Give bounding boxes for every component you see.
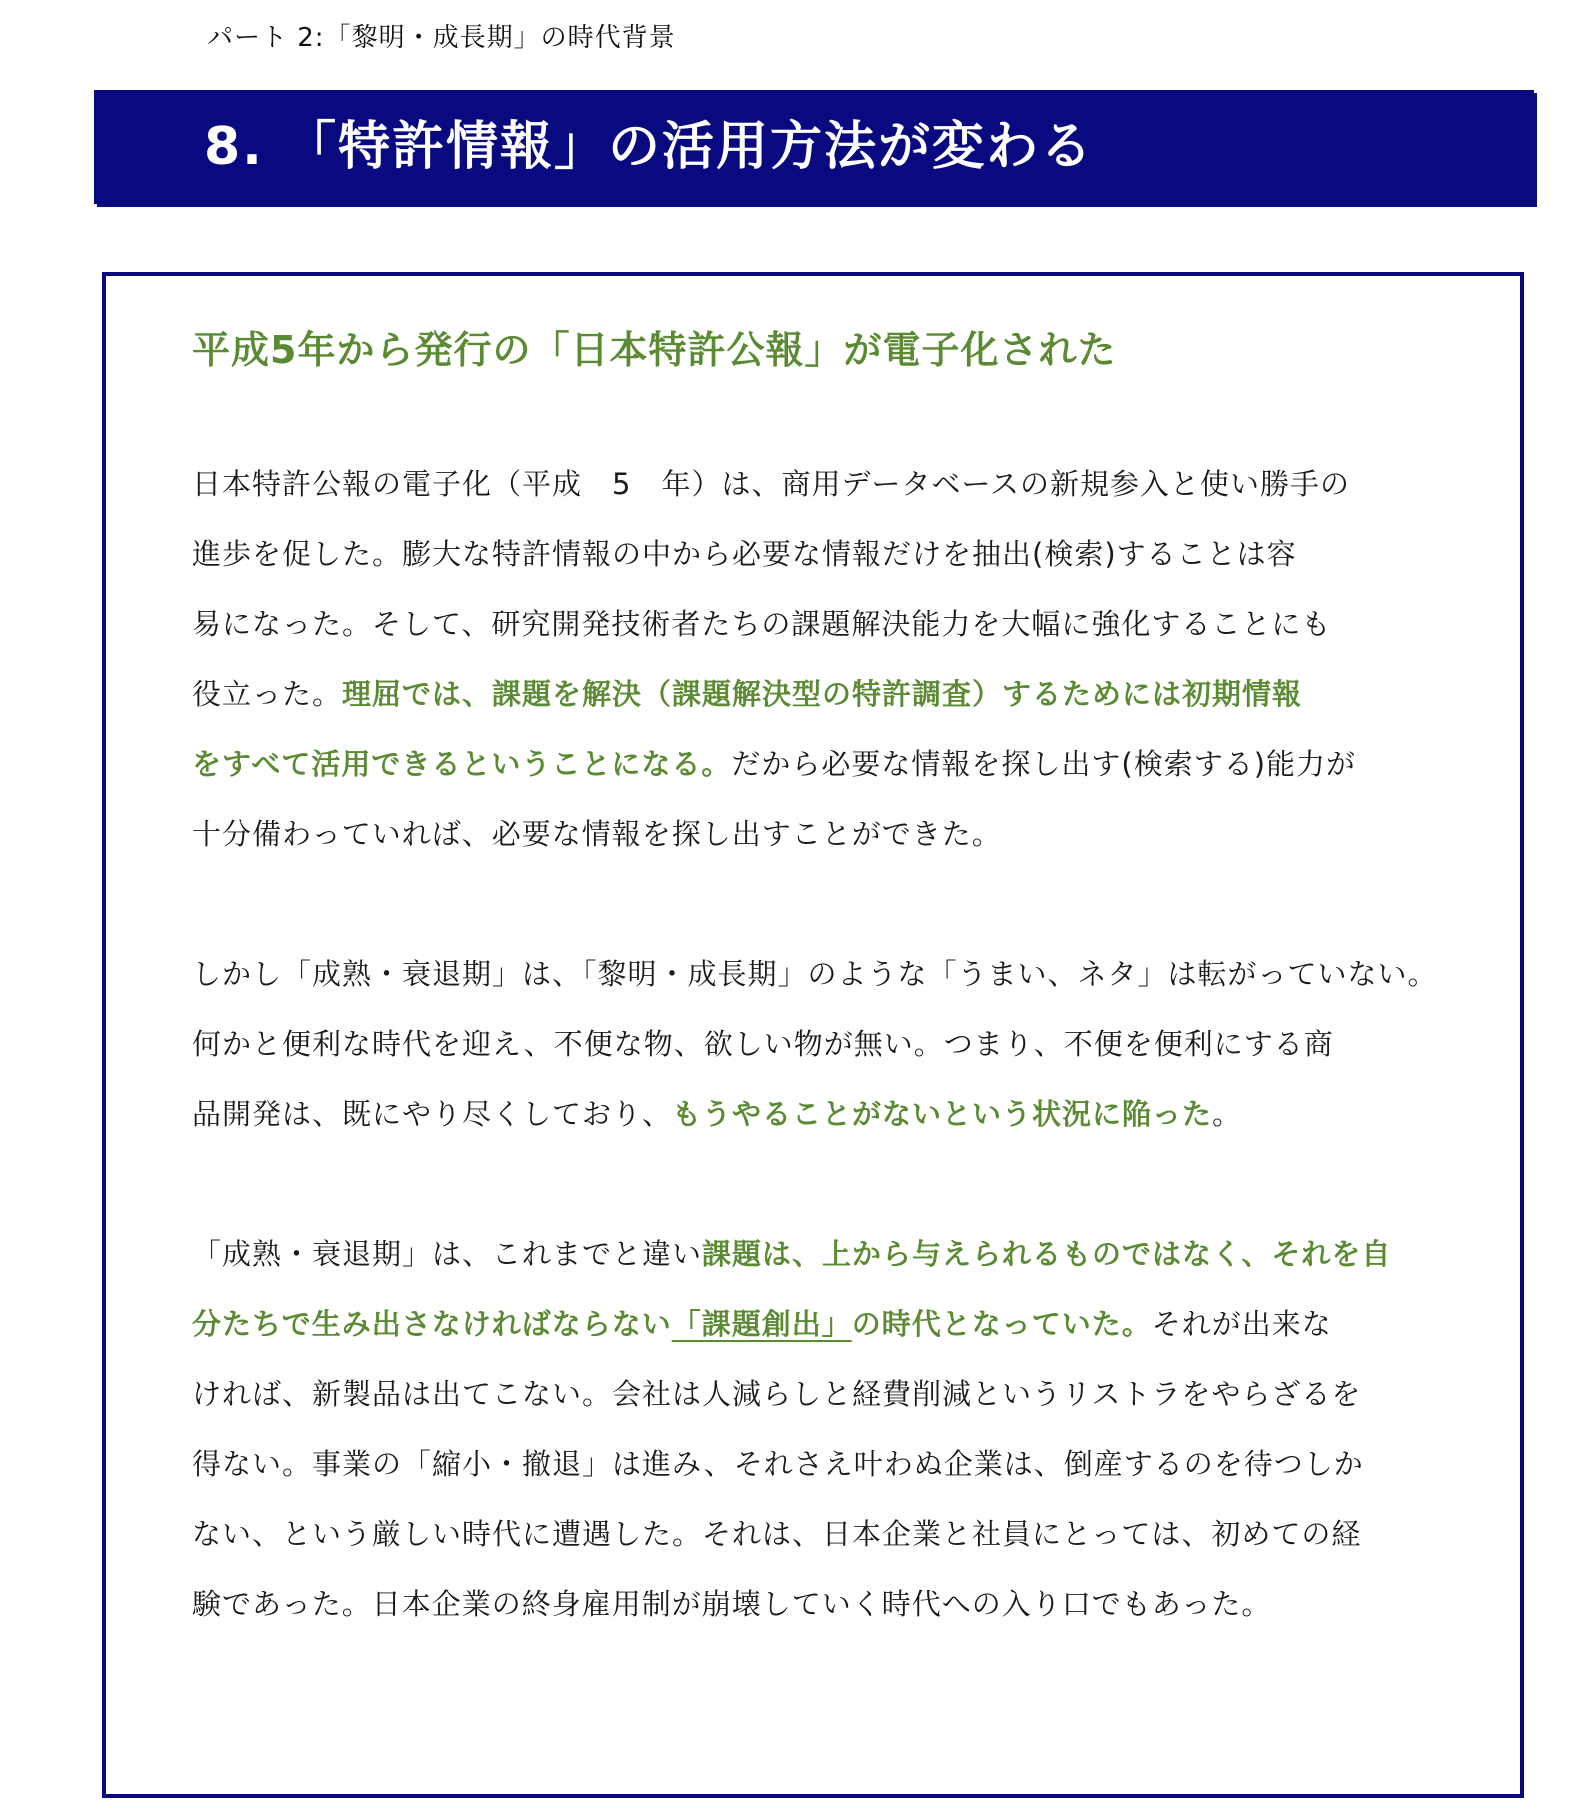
highlighted-text: 課題は、上から与えられるものではなく、それを自 <box>702 1237 1392 1271</box>
text-run: それが出来な <box>1151 1307 1332 1341</box>
content-box <box>102 272 1524 1798</box>
highlighted-text: の時代となっていた。 <box>851 1307 1152 1341</box>
paragraph-line: 日本特許公報の電子化（平成 5 年）は、商用データベースの新規参入と使い勝手の <box>192 467 1351 501</box>
title-bar <box>94 90 1534 204</box>
paragraph-line <box>192 1079 1392 1149</box>
part-label: パート 2:「黎明・成長期」の時代背景 <box>207 23 676 53</box>
text-run: 。 <box>1212 1097 1243 1131</box>
paragraph-line <box>192 729 1392 799</box>
paragraph-line: 進歩を促した。膨大な特許情報の中から必要な情報だけを抽出(検索)することは容 <box>192 537 1297 571</box>
paragraph-line: 十分備わっていれば、必要な情報を探し出すことができた。 <box>192 817 1002 851</box>
highlighted-text: もうやることがないという状況に陥った <box>672 1097 1213 1131</box>
paragraph-line <box>192 1289 1392 1359</box>
text-run: 「成熟・衰退期」は、これまでと違い <box>192 1237 703 1271</box>
paragraph-line: 得ない。事業の「縮小・撤退」は進み、それさえ叶わぬ企業は、倒産するのを待つしか <box>192 1447 1364 1481</box>
paragraph-3 <box>192 1219 1392 1639</box>
paragraph-line: 何かと便利な時代を迎え、不便な物、欲しい物が無い。つまり、不便を便利にする商 <box>192 1027 1334 1061</box>
underlined-keyword: 「課題創出」 <box>671 1307 852 1341</box>
page-title: 8. 「特許情報」の活用方法が変わる <box>204 117 1095 177</box>
highlighted-text: 分たちで生み出さなければならない <box>192 1307 672 1341</box>
text-run: 品開発は、既にやり尽くしており、 <box>192 1097 673 1131</box>
text-run: だから必要な情報を探し出す(検索する)能力が <box>731 747 1357 781</box>
paragraph-line <box>192 1219 1392 1289</box>
paragraph-line: しかし「成熟・衰退期」は、「黎明・成長期」のような「うまい、ネタ」は転がっていない。 <box>192 957 1438 991</box>
paragraph-line <box>192 659 1392 729</box>
paragraph-1 <box>192 449 1392 869</box>
highlighted-text: をすべて活用できるということになる。 <box>192 747 732 781</box>
section-subheading: 平成5年から発行の「日本特許公報」が電子化された <box>192 328 1117 372</box>
paragraph-line: ない、という厳しい時代に遭遇した。それは、日本企業と社員にとっては、初めての経 <box>192 1517 1362 1551</box>
paragraph-line: 易になった。そして、研究開発技術者たちの課題解決能力を大幅に強化することにも <box>192 607 1332 641</box>
text-run: 役立った。 <box>192 677 343 711</box>
paragraph-line: 験であった。日本企業の終身雇用制が崩壊していく時代への入り口でもあった。 <box>192 1587 1272 1621</box>
highlighted-text: 理屈では、課題を解決（課題解決型の特許調査）するためには初期情報 <box>342 677 1303 711</box>
paragraph-line: ければ、新製品は出てこない。会社は人減らしと経費削減というリストラをやらざるを <box>192 1377 1362 1411</box>
paragraph-2 <box>192 939 1438 1149</box>
